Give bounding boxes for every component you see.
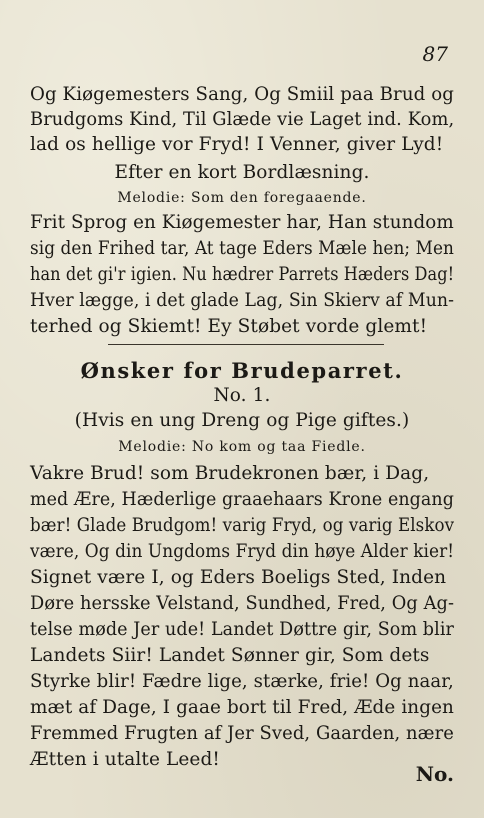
verse-line: sig den Frihed tar, At tage Eders Mæle hen; Men	[30, 238, 454, 259]
section-divider	[108, 344, 384, 345]
text-line: Og Kiøgemesters Sang, Og Smiil paa Brud og	[30, 84, 454, 105]
verse-line: Landets Siir! Landet Sønner gir, Som dets	[30, 645, 430, 666]
verse-line: være, Og din Ungdoms Fryd din høye Alder kier!	[30, 541, 455, 562]
verse-line: han det gi'r igien. Nu hædrer Parrets Hæders Dag!	[30, 264, 455, 285]
verse-line: Styrke blir! Fædre lige, stærke, frie! Og naar,	[30, 671, 454, 692]
verse-line: Fremmed Frugten af Jer Sved, Gaarden, nære	[30, 723, 454, 744]
song-subtitle: (Hvis en ung Dreng og Pige giftes.)	[74, 410, 410, 431]
verse-line: Signet være I, og Eders Boeligs Sted, Inden	[30, 567, 447, 588]
subheading: Efter en kort Bordlæsning.	[114, 162, 370, 183]
verse-line: med Ære, Hæderlige graaehaars Krone engang	[30, 489, 454, 510]
melody-note: Melodie: No kom og taa Fiedle.	[118, 439, 366, 455]
verse-line: terhed og Skiemt! Ey Støbet vorde glemt!	[30, 316, 428, 337]
song-number: No. 1.	[213, 385, 271, 406]
verse-line: Vakre Brud! som Brudekronen bær, i Dag,	[30, 463, 430, 484]
verse-line: Døre hersske Velstand, Sundhed, Fred, Og Ag-	[30, 593, 455, 614]
verse-line: bær! Glade Brudgom! varig Fryd, og varig Elskov	[30, 515, 455, 536]
verse-line: Hver lægge, i det glade Lag, Sin Skierv af Mun-	[30, 290, 455, 311]
verse-line: Frit Sprog en Kiøgemester har, Han stundom	[30, 212, 454, 233]
section-title: Ønsker for Brudeparret.	[80, 358, 404, 383]
verse-line: Ætten i utalte Leed!	[30, 749, 220, 770]
verse-line: mæt af Dage, I gaae bort til Fred, Æde ingen	[30, 697, 454, 718]
page-number: 87	[422, 42, 448, 66]
melody-note: Melodie: Som den foregaaende.	[117, 190, 367, 206]
verse-line: telse møde Jer ude! Landet Døttre gir, Som blir	[30, 619, 454, 640]
text-line: Brudgoms Kind, Til Glæde vie Laget ind. Kom,	[30, 109, 455, 130]
text-line: lad os hellige vor Fryd! I Venner, giver Lyd!	[30, 134, 444, 155]
catchword: No.	[415, 762, 454, 786]
